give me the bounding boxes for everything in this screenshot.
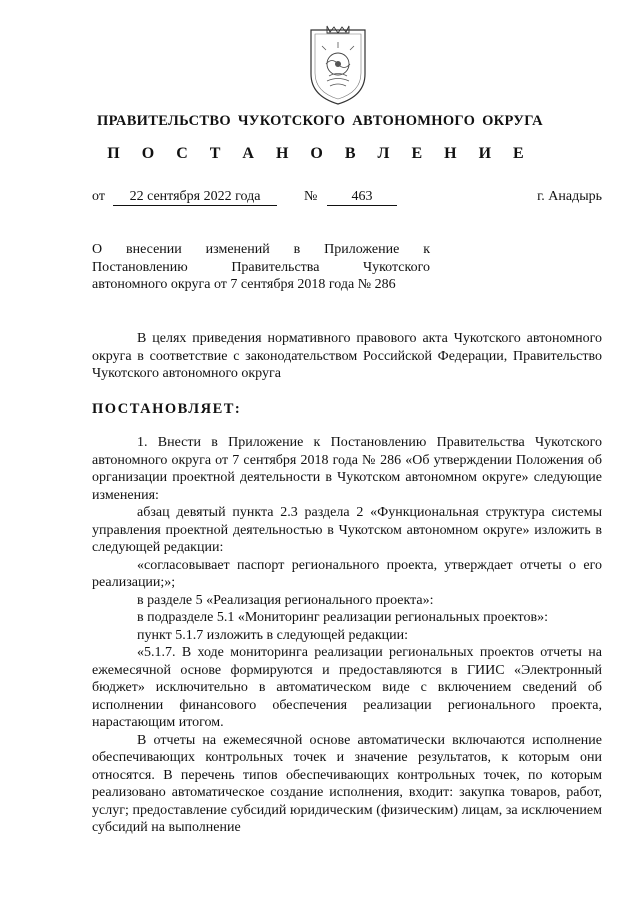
body-paragraph: абзац девятый пункта 2.3 раздела 2 «Функциональная структура системы управления проектной деятельностью в Чукотском автономном округе» изложить в следующей редакции: bbox=[92, 505, 602, 555]
government-title: ПРАВИТЕЛЬСТВО ЧУКОТСКОГО АВТОНОМНОГО ОКРУГА bbox=[97, 113, 543, 129]
document-type: П О С Т А Н О В Л Е Н И Е bbox=[107, 145, 533, 162]
body-paragraph: в разделе 5 «Реализация регионального проекта»: bbox=[137, 592, 434, 608]
document-number-label: № bbox=[304, 189, 318, 204]
decree-heading: ПОСТАНОВЛЯЕТ: bbox=[92, 401, 242, 417]
subject-line: автономного округа от 7 сентября 2018 года № 286 bbox=[92, 277, 396, 292]
body-paragraph: 1. Внести в Приложение к Постановлению Правительства Чукотского автономного округа от 7 сентября 2018 года № 286 «Об утверждении Положения об организации проектной деятельности в Чукотском автономном округе» следующие изменения: bbox=[92, 435, 602, 503]
preamble-paragraph: В целях приведения нормативного правового акта Чукотского автономного округа в соответствие с законодательством Российской Федерации, Правительство Чукотского автономного округа bbox=[92, 331, 602, 381]
body-paragraph: «5.1.7. В ходе мониторинга реализации региональных проектов отчеты на ежемесячной основе формируются и предоставляются в ГИИС «Электронный бюджет» исключительно в автоматическом виде с включением сведений об исполнении финансового обеспечения реализации регионального проекта, нарастающим итогом. bbox=[92, 645, 602, 730]
chukotka-coat-of-arms-icon bbox=[305, 24, 371, 108]
body-paragraph: В отчеты на ежемесячной основе автоматически включаются исполнение обеспечивающих контрольных точек и значение результатов, к которым они относятся. В перечень типов обеспечивающих контрольных точек, по которым реализовано автоматическое создание исполнения, входит: закупка товаров, работ, услуг; предоставление субсидий юридическим (физическим) лицам, за исключением субсидий на выполнение bbox=[92, 732, 602, 835]
document-body bbox=[92, 434, 602, 837]
document-city: г. Анадырь bbox=[537, 189, 602, 204]
body-paragraph: пункт 5.1.7 изложить в следующей редакции: bbox=[137, 627, 408, 643]
document-date: 22 сентября 2022 года bbox=[113, 189, 277, 206]
body-paragraph: в подразделе 5.1 «Мониторинг реализации региональных проектов»: bbox=[137, 610, 548, 625]
subject-line: Постановлению Правительства Чукотского bbox=[92, 259, 430, 275]
date-from-label: от bbox=[92, 189, 105, 204]
document-subject bbox=[92, 241, 430, 294]
document-number: 463 bbox=[327, 189, 397, 206]
subject-line: О внесении изменений в Приложение к bbox=[92, 242, 430, 257]
body-paragraph: «согласовывает паспорт регионального проекта, утверждает отчеты о его реализации;»; bbox=[92, 557, 602, 590]
